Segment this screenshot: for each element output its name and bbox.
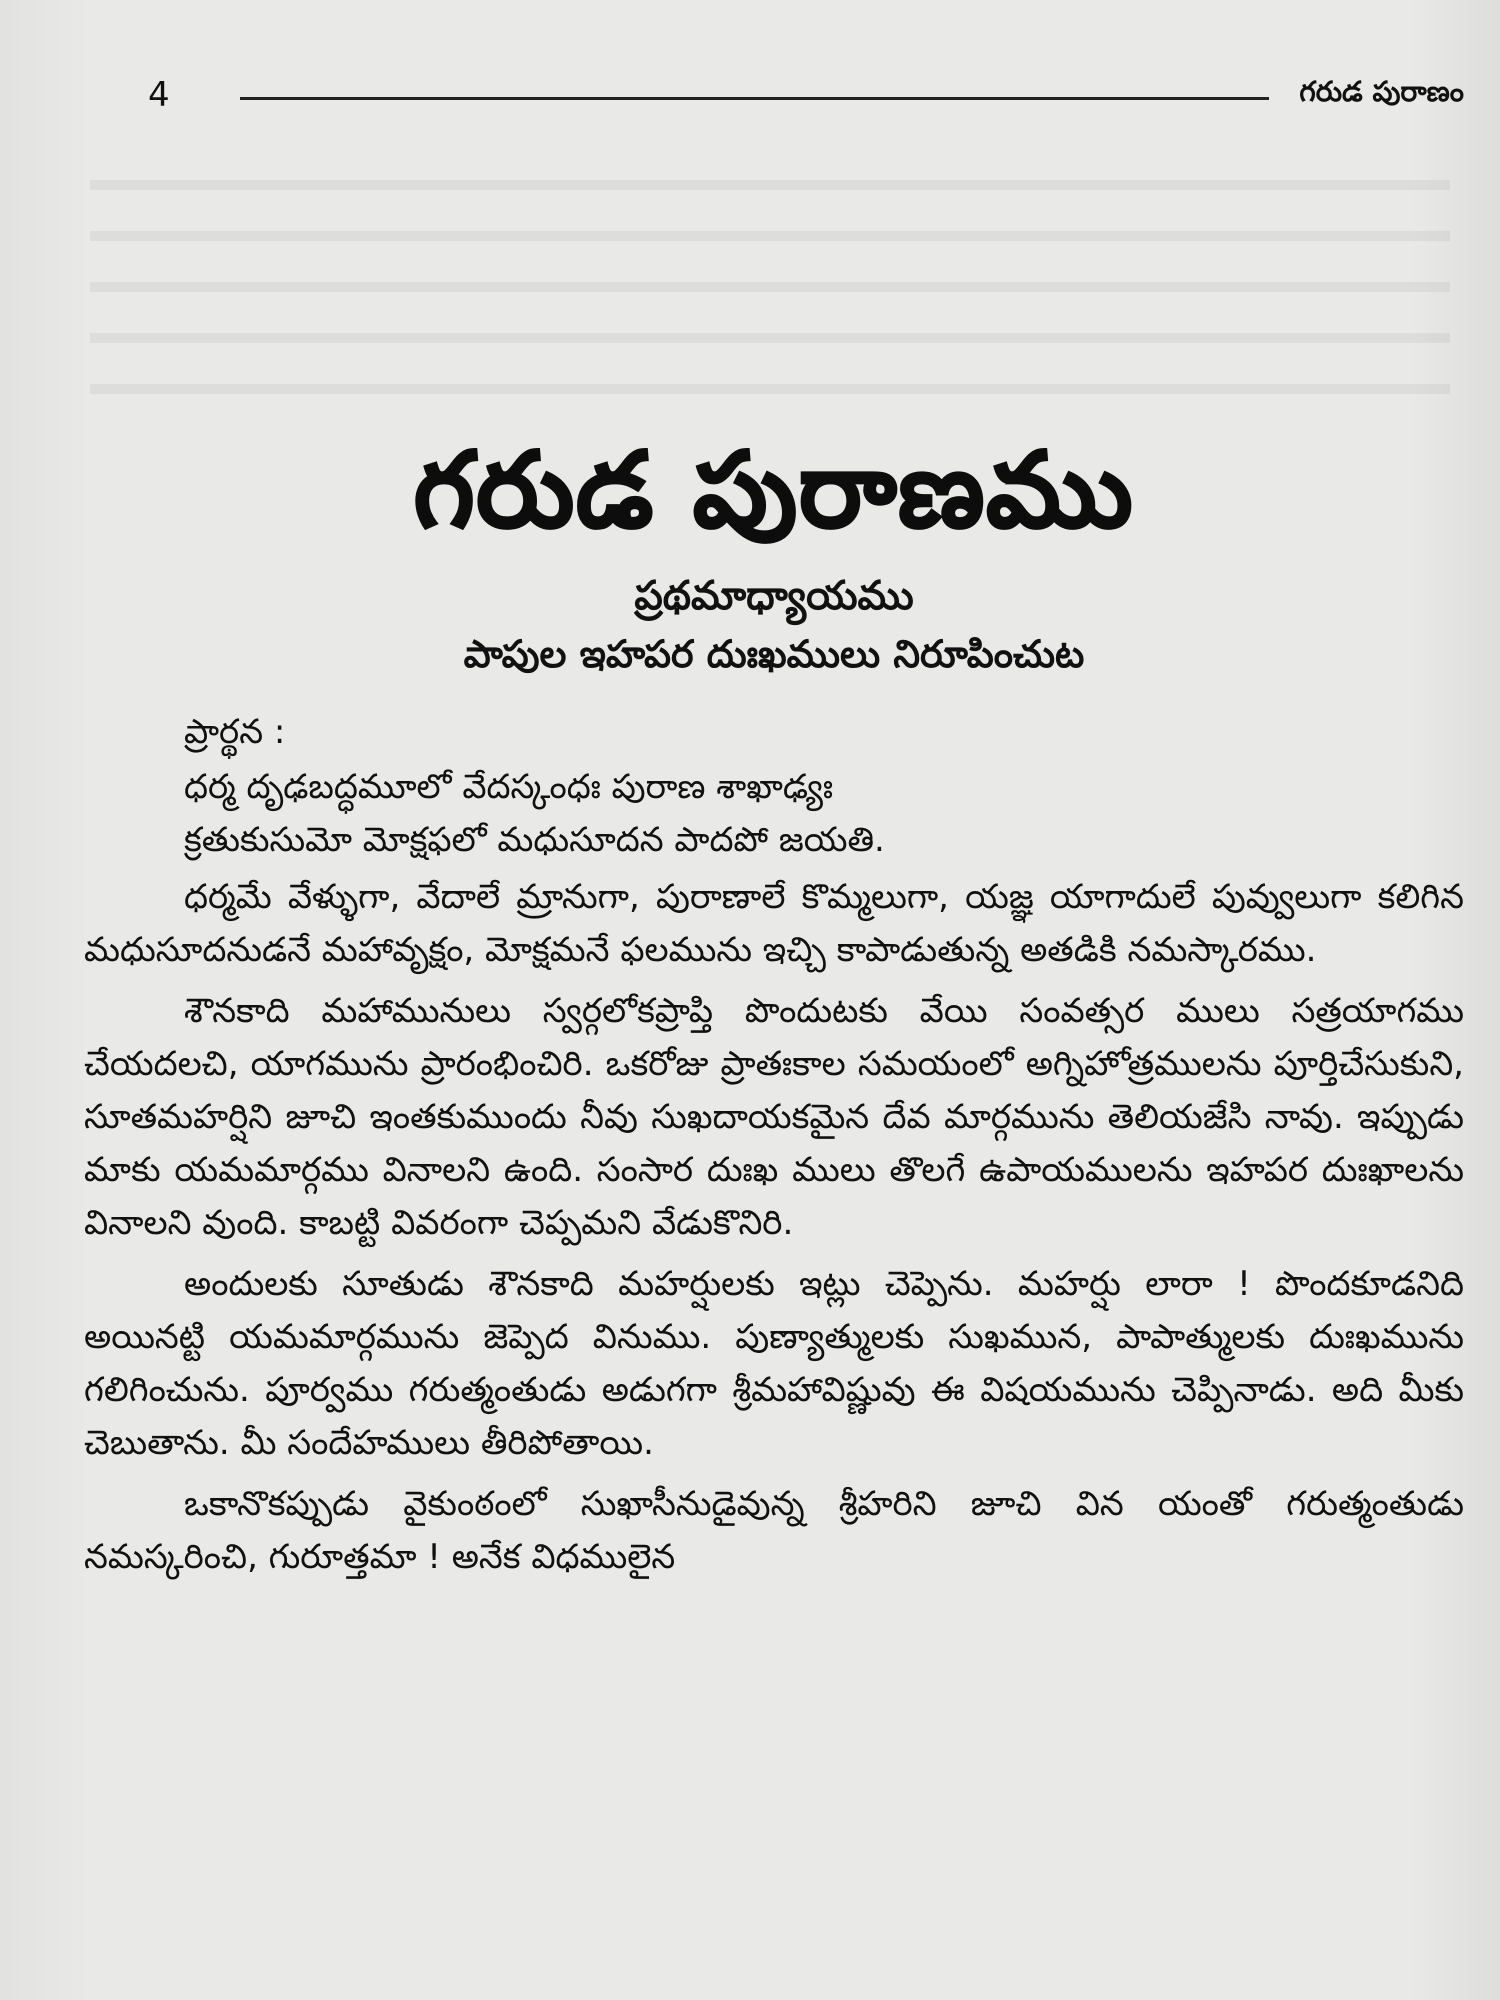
header-rule [240,97,1269,100]
chapter-subtitle: పాపుల ఇహపర దుఃఖములు నిరూపించుట [463,632,1085,676]
book-title: గరుడ పురాణము [413,429,1135,551]
show-through-text [90,150,1450,420]
verse-line: ధర్మ దృఢబద్ధమూలో వేదస్కంధః పురాణ శాఖాఢ్యః [184,766,834,807]
paragraph: ఒకానొకప్పుడు వైకుంఠంలో సుఖాసీనుడైవున్న శ్రీహరిని జూచి విన యంతో గరుత్మంతుడు నమస్కరించి, గురూత్తమా ! అనేక విధములైన [84,1483,1464,1577]
page-number: 4 [148,75,170,115]
running-title: గరుడ పురాణం [1299,75,1464,108]
running-header [148,70,1464,120]
chapter-title: ప్రథమాధ్యాయము [634,573,914,619]
paragraph: అందులకు సూతుడు శౌనకాది మహర్షులకు ఇట్లు చెప్పెను. మహర్షు లారా ! పొందకూడనిది అయినట్టి యమమార్గమును జెప్పెద వినుము. పుణ్యాత్ములకు సుఖమున, పాపాత్ములకు దుఃఖమును గలిగించును. పూర్వము గరుత్మంతుడు అడుగగా శ్రీమహావిష్ణువు ఈ విషయమును చెప్పినాడు. అది మీకు చెబుతాను. మీ సందేహములు తీరిపోతాయి. [84,1263,1464,1463]
paragraph: ధర్మమే వేళ్ళుగా, వేదాలే మ్రానుగా, పురాణాలే కొమ్మలుగా, యజ్ఞ యాగాదులే పువ్వులుగా కలిగిన మధుసూదనుడనే మహావృక్షం, మోక్షమనే ఫలమును ఇచ్చి కాపాడుతున్న అతడికి నమస్కారము. [84,876,1464,970]
prayer-label: ప్రార్థన : [184,711,286,752]
verse-line: క్రతుకుసుమో మోక్షఫలో మధుసూదన పాదపో జయతి. [184,819,885,860]
body-text [84,706,1464,1584]
paragraph: శౌనకాది మహామునులు స్వర్గలోకప్రాప్తి పొందుటకు వేయి సంవత్సర ములు సత్రయాగము చేయదలచి, యాగమును ప్రారంభించిరి. ఒకరోజు ప్రాతఃకాల సమయంలో అగ్నిహోత్రములను పూర్తిచేసుకుని, సూతమహర్షిని జూచి ఇంతకుముందు నీవు సుఖదాయకమైన దేవ మార్గమును తెలియజేసి నావు. ఇప్పుడు మాకు యమమార్గము వినాలని ఉంది. సంసార దుఃఖ ములు తొలగే ఉపాయములను ఇహపర దుఃఖాలను వినాలని వుంది. కాబట్టి వివరంగా చెప్పమని వేడుకొనిరి. [84,990,1464,1243]
